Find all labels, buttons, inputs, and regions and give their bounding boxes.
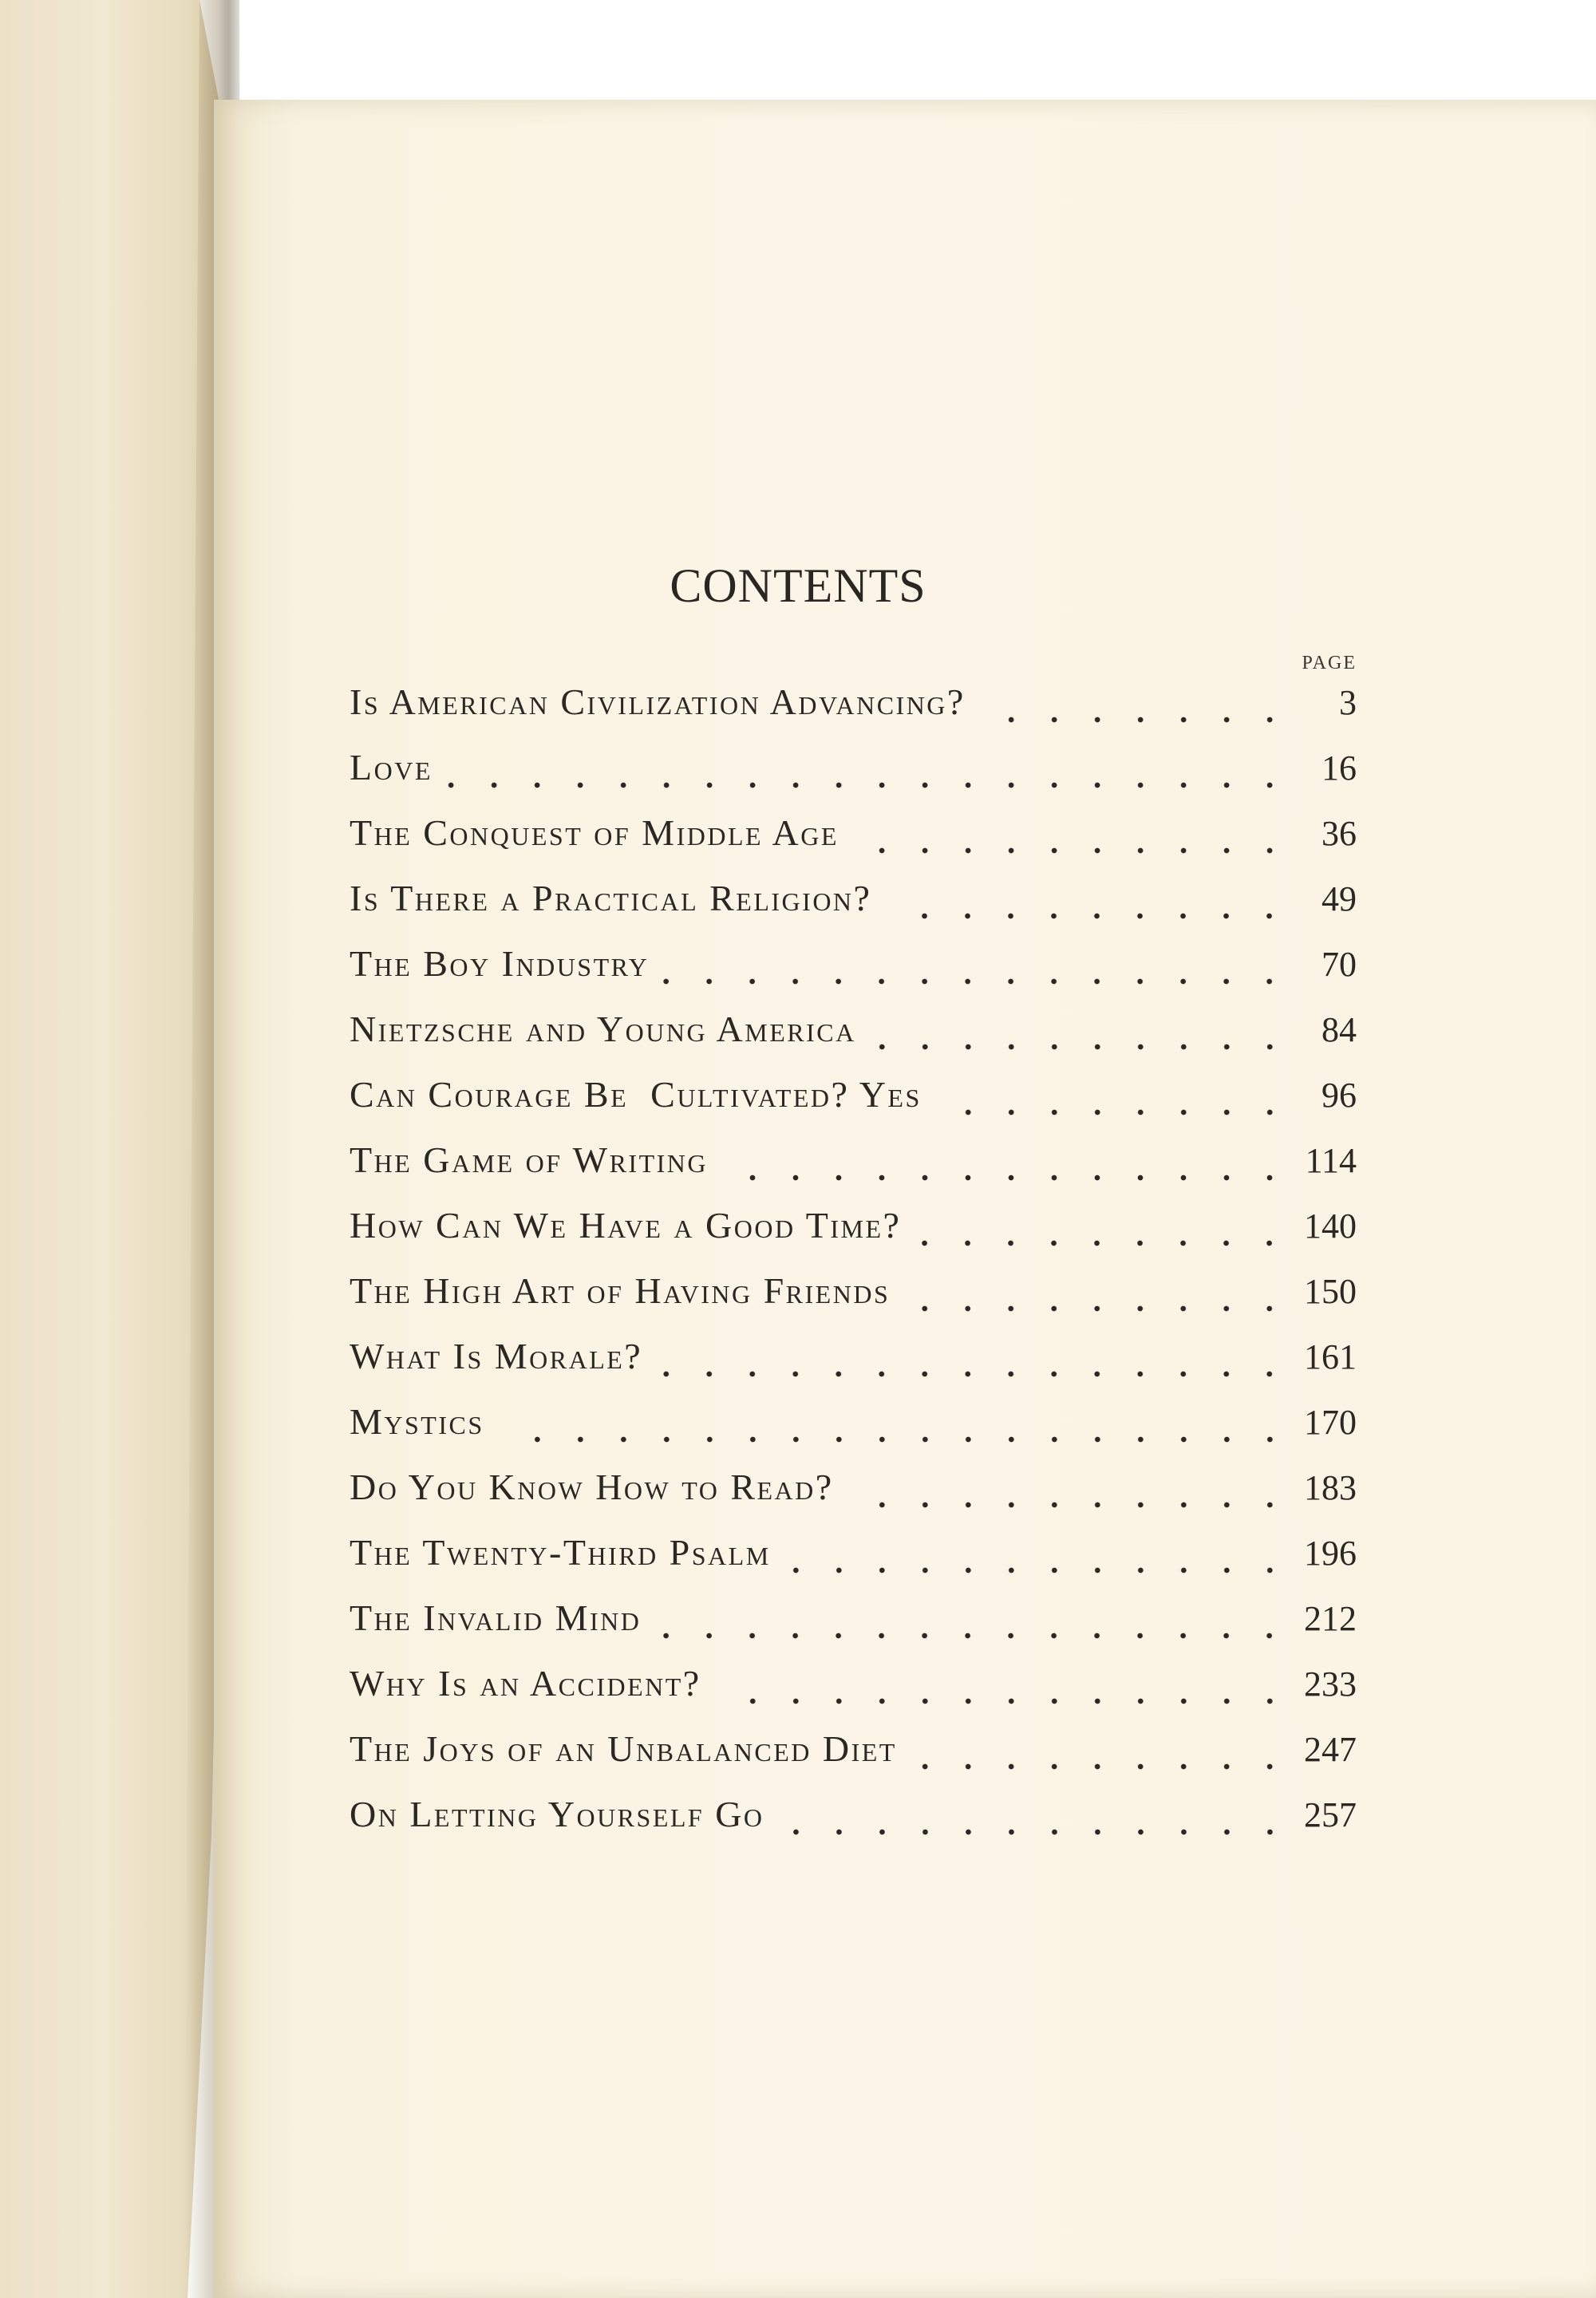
toc-entry [350, 1001, 1357, 1067]
toc-entry [350, 1787, 1357, 1852]
entry-title: The Joys of an Unbalanced Diet [350, 1728, 897, 1769]
dot-leader [785, 1562, 1291, 1578]
entry-title: Love [350, 747, 433, 788]
entry-page-number: 114 [1305, 1141, 1357, 1180]
entry-page-number: 161 [1304, 1337, 1357, 1376]
toc-entry [350, 936, 1357, 1001]
entry-title: Mystics [350, 1401, 484, 1442]
dot-leader [779, 1824, 1291, 1840]
page-column-label: PAGE [1302, 653, 1357, 673]
entry-page-number: 84 [1321, 1010, 1357, 1049]
dot-leader [716, 1693, 1291, 1709]
toc-entry [350, 871, 1357, 936]
dot-leader [915, 1235, 1291, 1251]
toc-entry [350, 740, 1357, 805]
dot-leader [663, 973, 1291, 989]
dot-leader [853, 843, 1291, 859]
entry-page-number: 247 [1304, 1730, 1357, 1769]
toc-entry [350, 1329, 1357, 1394]
toc-entry [350, 805, 1357, 871]
entry-page-number: 70 [1321, 945, 1357, 984]
entry-title: The Twenty-Third Psalm [350, 1532, 771, 1573]
dot-leader [904, 1301, 1291, 1317]
entry-page-number: 183 [1304, 1468, 1357, 1507]
entry-title: Why Is an Accident? [350, 1663, 701, 1704]
toc-entry [350, 1525, 1357, 1590]
toc-entry [350, 1263, 1357, 1329]
entry-page-number: 16 [1321, 748, 1357, 788]
entry-page-number: 257 [1304, 1795, 1357, 1834]
dot-leader [886, 908, 1291, 924]
dot-leader [655, 1628, 1291, 1644]
entry-page-number: 212 [1304, 1599, 1357, 1638]
toc-entry [350, 1198, 1357, 1263]
dot-leader [871, 1039, 1291, 1055]
dot-leader [980, 712, 1291, 728]
entry-page-number: 49 [1321, 879, 1357, 918]
toc-entry [350, 1394, 1357, 1459]
dot-leader [447, 777, 1291, 793]
entry-page-number: 140 [1304, 1206, 1357, 1246]
dot-leader [499, 1431, 1291, 1447]
dot-leader [722, 1170, 1291, 1186]
toc-entry [350, 674, 1357, 740]
toc-entry [350, 1132, 1357, 1198]
entry-page-number: 96 [1321, 1076, 1357, 1115]
entry-page-number: 36 [1321, 814, 1357, 853]
entry-title: Do You Know How to Read? [350, 1467, 834, 1507]
entry-title: The Invalid Mind [350, 1597, 642, 1638]
entry-title: On Letting Yourself Go [350, 1794, 764, 1834]
dot-leader [911, 1759, 1291, 1775]
toc-entry [350, 1067, 1357, 1132]
entry-page-number: 3 [1339, 683, 1357, 722]
entry-title: The Conquest of Middle Age [350, 812, 839, 853]
entry-title: The Boy Industry [350, 943, 650, 984]
toc-entry [350, 1590, 1357, 1656]
entry-title: Can Courage Be Cultivated? Yes [350, 1074, 922, 1115]
table-of-contents [350, 674, 1357, 1852]
entry-title: How Can We Have a Good Time? [350, 1205, 902, 1246]
toc-entry [350, 1656, 1357, 1721]
entry-title: Nietzsche and Young America [350, 1009, 856, 1049]
dot-leader [657, 1366, 1291, 1382]
entry-page-number: 196 [1304, 1534, 1357, 1573]
dot-leader [936, 1104, 1291, 1120]
dot-leader [848, 1497, 1291, 1513]
entry-title: Is There a Practical Religion? [350, 878, 872, 918]
entry-title: Is American Civilization Advancing? [350, 681, 966, 722]
entry-title: What Is Morale? [350, 1336, 643, 1376]
entry-page-number: 233 [1304, 1664, 1357, 1704]
entry-title: The High Art of Having Friends [350, 1270, 891, 1311]
entry-page-number: 170 [1304, 1403, 1357, 1442]
contents-heading: CONTENTS [670, 559, 926, 612]
toc-entry [350, 1459, 1357, 1525]
entry-title: The Game of Writing [350, 1139, 708, 1180]
entry-page-number: 150 [1304, 1272, 1357, 1311]
toc-entry [350, 1721, 1357, 1787]
